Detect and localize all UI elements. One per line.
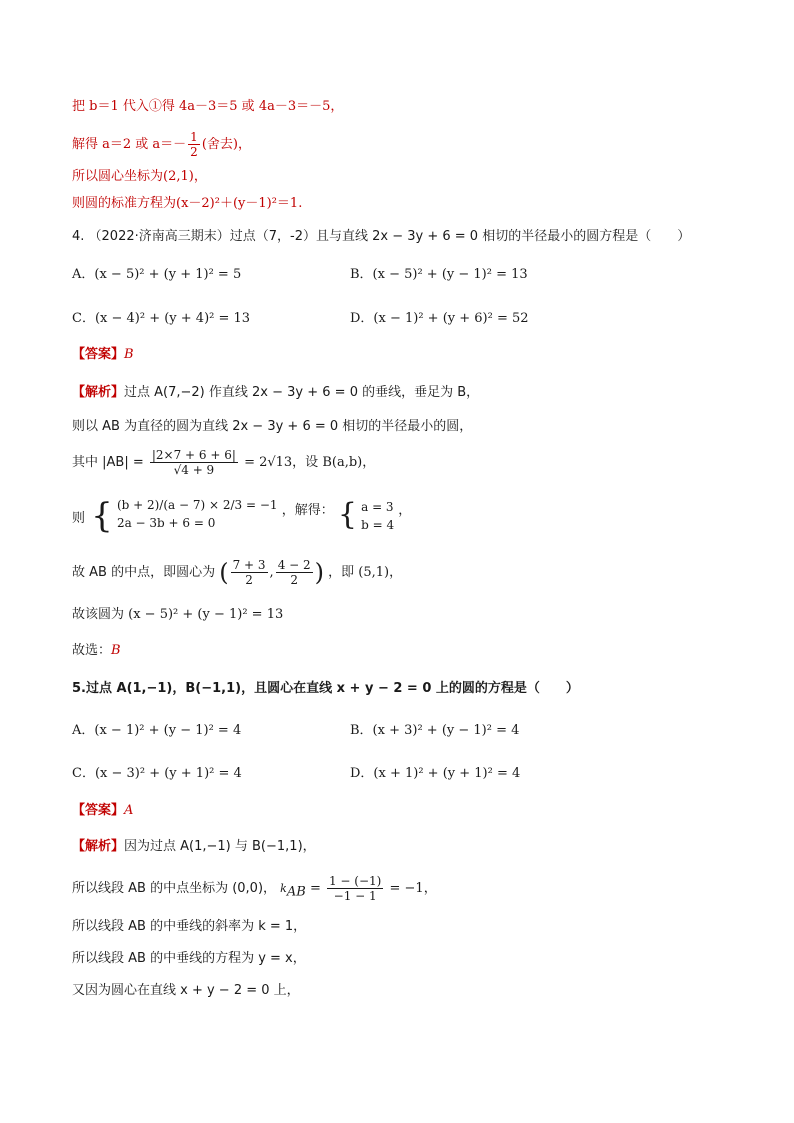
fraction-one-half	[188, 130, 200, 159]
question-4-stem: 4. （2022·济南高三期末）过点（7，-2）且与直线 2x − 3y + 6 = 0 相切的半径最小的圆方程是（ ）	[72, 229, 691, 244]
analysis-text: 因为过点 A(1,−1) 与 B(−1,1)，	[124, 839, 316, 854]
system-prefix: 则	[72, 511, 86, 526]
q4-analysis-1	[72, 384, 479, 402]
fraction-denominator: √4 + 9	[173, 463, 215, 477]
answer-tag: 【答案】	[72, 347, 125, 362]
ab-length-label: 其中 |AB| =	[72, 455, 144, 470]
fraction-denominator: 2	[245, 573, 253, 587]
choice-value: B	[111, 643, 121, 658]
close-paren: )	[314, 558, 325, 587]
slope-subscript: AB	[286, 884, 306, 900]
fraction-denominator: 2	[190, 145, 198, 159]
analysis-tag: 【解析】	[72, 839, 125, 854]
open-paren: (	[219, 558, 229, 587]
q5-analysis-3: 所以线段 AB 的中垂线的斜率为 k = 1，	[72, 919, 307, 934]
equation-system	[91, 496, 277, 536]
ab-length-result: = 2√13，设 B(a,b)，	[244, 455, 376, 470]
solution-line-4: 则圆的标准方程为(x－2)²＋(y－1)²＝1.	[72, 196, 303, 211]
q5-option-b: B．(x + 3)² + (y − 1)² = 4	[350, 723, 520, 738]
slope-fraction	[327, 874, 383, 903]
q5-analysis-4: 所以线段 AB 的中垂线的方程为 y = x，	[72, 951, 306, 966]
answer-value: A	[124, 803, 134, 818]
q5-analysis-5: 又因为圆心在直线 x + y − 2 = 0 上，	[72, 983, 300, 998]
midpoint-label: 故 AB 的中点，即圆心为	[72, 565, 216, 580]
answer-tag: 【答案】	[72, 803, 125, 818]
q4-analysis-6: 故该圆为 (x − 5)² + (y − 1)² = 13	[72, 607, 284, 622]
left-brace-icon: {	[91, 496, 113, 536]
midpoint-y-fraction	[276, 558, 313, 587]
solution-a: a = 3	[361, 500, 394, 514]
midpoint-x-fraction	[231, 558, 268, 587]
fraction-numerator: 1 − (−1)	[328, 874, 382, 888]
fraction-numerator: 7 + 3	[232, 558, 266, 572]
solution-line-2-tail: (舍去)，	[201, 137, 251, 152]
slope-result: = −1，	[389, 881, 437, 896]
analysis-text: 过点 A(7,−2) 作直线 2x − 3y + 6 = 0 的垂线，垂足为 B，	[124, 385, 480, 400]
solution-b: b = 4	[361, 518, 395, 532]
q4-option-d: D．(x − 1)² + (y + 6)² = 52	[350, 311, 529, 326]
q5-answer	[72, 802, 133, 820]
q4-analysis-2: 则以 AB 为直径的圆为直线 2x − 3y + 6 = 0 相切的半径最小的圆，	[72, 419, 473, 434]
left-brace-icon: {	[337, 497, 357, 532]
solve-label: ，解得：	[281, 503, 334, 518]
q4-option-b: B．(x − 5)² + (y − 1)² = 13	[350, 267, 528, 282]
q5-analysis-2	[72, 874, 437, 903]
analysis-tag: 【解析】	[72, 385, 125, 400]
choice-label: 故选：	[72, 643, 112, 658]
q4-option-c: C．(x − 4)² + (y + 4)² = 13	[72, 311, 251, 326]
q4-analysis-4	[72, 496, 411, 536]
ab-length-fraction	[150, 448, 238, 477]
fraction-denominator: 2	[290, 573, 298, 587]
q4-choice	[72, 642, 121, 660]
midpoint-text: 所以线段 AB 的中点坐标为 (0,0)，	[72, 881, 277, 896]
fraction-numerator: |2×7 + 6 + 6|	[151, 448, 236, 462]
equals: =	[309, 881, 321, 896]
solution-line-2-text: 解得 a＝2 或 a＝－	[72, 137, 187, 152]
fraction-numerator: 1	[190, 130, 198, 144]
q4-analysis-5: 故 AB 的中点，即圆心为 ( $\frac{7 + 3}{2}$ , $\frac{4 - 2}{2}$ ) ，即 (5,1)，	[72, 558, 403, 587]
q5-option-a: A．(x − 1)² + (y − 1)² = 4	[72, 723, 242, 738]
solution-line-1: 把 b＝1 代入①得 4a－3＝5 或 4a－3＝－5，	[72, 99, 344, 114]
q5-option-d: D．(x + 1)² + (y + 1)² = 4	[350, 766, 521, 781]
comma: ，	[398, 503, 412, 518]
slope-symbol: k	[280, 882, 287, 895]
q5-analysis-1	[72, 838, 316, 856]
solution-line-2	[72, 130, 251, 159]
q4-answer	[72, 346, 134, 364]
q4-option-a: A．(x − 5)² + (y + 1)² = 5	[72, 267, 242, 282]
midpoint-result: ，即 (5,1)，	[328, 565, 403, 580]
system-row-1: (b + 2)/(a − 7) × 2/3 = −1	[116, 498, 278, 512]
answer-value: B	[124, 347, 134, 362]
system-row-2: 2a − 3b + 6 = 0	[116, 516, 216, 530]
solution-line-3: 所以圆心坐标为(2,1)，	[72, 169, 207, 184]
q5-option-c: C．(x − 3)² + (y + 1)² = 4	[72, 766, 242, 781]
question-5-stem: 5.过点 A(1,−1)，B(−1,1)，且圆心在直线 x + y − 2 = 0 上的圆的方程是（ ）	[72, 681, 579, 696]
q4-analysis-3	[72, 448, 375, 477]
solution-system	[338, 498, 394, 534]
fraction-numerator: 4 − 2	[277, 558, 311, 572]
fraction-denominator: −1 − 1	[333, 889, 377, 903]
